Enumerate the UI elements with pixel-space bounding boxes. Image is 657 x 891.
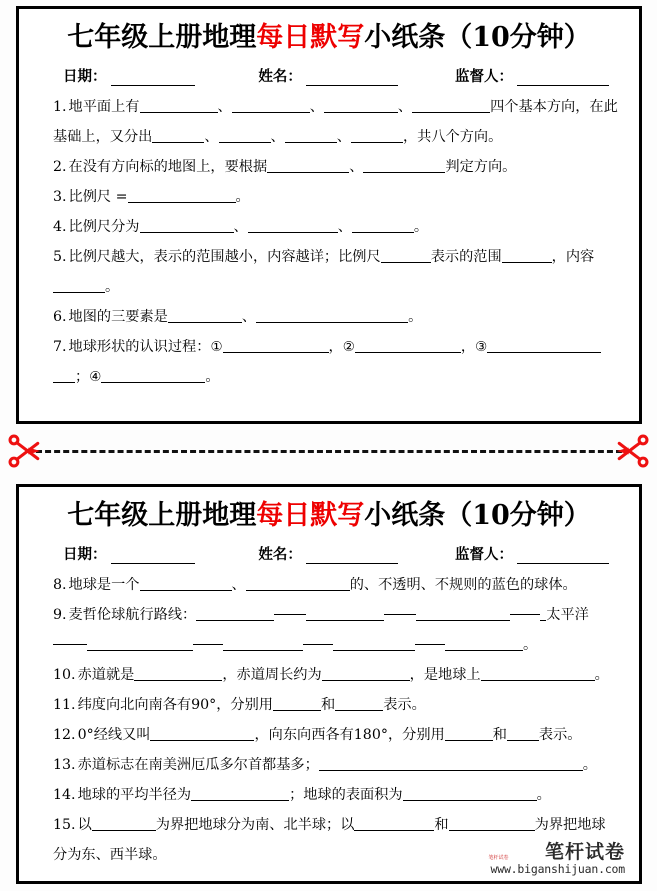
- question-7-marker-2: ②: [342, 338, 355, 355]
- question-9-blank-6[interactable]: [333, 637, 415, 651]
- question-10-text-c: ，是地球上: [409, 666, 481, 683]
- cut-line-divider: [0, 432, 657, 472]
- question-2-blank-1[interactable]: [267, 159, 349, 173]
- name-blank-2[interactable]: [306, 549, 398, 564]
- question-4-text-d: 。: [413, 218, 429, 235]
- question-8: [53, 570, 615, 600]
- question-8-sep-1: 、: [231, 576, 246, 593]
- question-5-blank-3[interactable]: [53, 279, 105, 293]
- date-field-2[interactable]: [63, 543, 195, 564]
- question-1-text-g: ，共八个方向。: [402, 128, 503, 145]
- question-9-dash-2: [384, 605, 416, 615]
- question-7-text-end: 。: [205, 368, 220, 385]
- question-12-text-c: 和: [492, 726, 507, 743]
- name-blank-1[interactable]: [306, 71, 398, 86]
- name-field-1[interactable]: [258, 65, 398, 86]
- page-title-2: [35, 499, 623, 533]
- title-highlight-1: 每日默写: [256, 22, 365, 53]
- question-14-text-b: ；地球的表面积为: [289, 786, 403, 803]
- question-4-sep-2: 、: [337, 218, 352, 235]
- question-1-blank-2[interactable]: [232, 99, 310, 113]
- question-2-number: 2.: [53, 158, 67, 175]
- question-6: [53, 302, 615, 332]
- question-1-text-a: 地平面上有: [68, 98, 140, 115]
- question-10: [53, 660, 615, 690]
- question-12-blank-2[interactable]: [445, 727, 493, 741]
- question-4-blank-3[interactable]: [352, 219, 414, 233]
- name-label-2: 姓名：: [258, 545, 302, 563]
- question-1-sep-2: 、: [309, 98, 324, 115]
- question-9-dash-3: [510, 605, 540, 615]
- question-1-line-2: [53, 122, 615, 152]
- page-title-1: [35, 21, 623, 55]
- question-10-text-b: ，赤道周长约为: [222, 666, 322, 683]
- question-13-text-b: 。: [582, 756, 597, 773]
- question-9-blank-5[interactable]: [223, 637, 303, 651]
- question-15-blank-2[interactable]: [354, 817, 434, 831]
- question-10-text-d: 。: [594, 666, 609, 683]
- question-4-blank-1[interactable]: [140, 219, 234, 233]
- question-1-sep-4: 、: [204, 128, 219, 145]
- question-2-sep-1: 、: [349, 158, 364, 175]
- question-9-dash-1: [274, 605, 306, 615]
- question-1-sep-5: 、: [270, 128, 285, 145]
- question-1-blank-6[interactable]: [219, 129, 271, 143]
- question-15-text-e: 分为东、西半球。: [53, 846, 167, 863]
- scissors-icon: [615, 432, 649, 470]
- question-8-blank-2[interactable]: [246, 577, 350, 591]
- question-13: [53, 750, 615, 780]
- question-5-line-2: [53, 272, 615, 302]
- question-9-text-end: 。: [523, 636, 538, 653]
- title-highlight-2: 每日默写: [256, 500, 365, 531]
- question-12-number: 12.: [53, 726, 76, 743]
- question-7-blank-2[interactable]: [355, 339, 461, 353]
- watermark-url: www.biganshijuan.com: [490, 861, 625, 876]
- question-10-number: 10.: [53, 666, 76, 683]
- question-15-text-a: 以: [77, 816, 92, 833]
- question-14-number: 14.: [53, 786, 76, 803]
- supervisor-field-1[interactable]: [455, 65, 609, 86]
- question-15-blank-3[interactable]: [449, 817, 535, 831]
- question-12-blank-3[interactable]: [507, 727, 539, 741]
- question-9-dash-6: [303, 635, 333, 645]
- question-9-pacific: 太平洋: [546, 606, 589, 623]
- question-11-blank-1[interactable]: [273, 697, 321, 711]
- title-duration-1: （10分钟）: [445, 22, 591, 53]
- question-9-blank-7[interactable]: [445, 637, 523, 651]
- question-15-text-d: 为界把地球: [534, 816, 606, 833]
- date-field-1[interactable]: [63, 65, 195, 86]
- question-1-blank-5[interactable]: [152, 129, 204, 143]
- question-5-blank-1[interactable]: [381, 249, 431, 263]
- name-field-2[interactable]: [258, 543, 398, 564]
- question-5-blank-2[interactable]: [502, 249, 552, 263]
- question-5-line-1: [53, 242, 615, 272]
- question-4: [53, 212, 615, 242]
- meta-row-2: [35, 543, 623, 564]
- question-12-text-d: 表示。: [538, 726, 582, 743]
- question-7-marker-4: ④: [89, 368, 102, 385]
- question-15-blank-1[interactable]: [92, 817, 156, 831]
- question-14-text-a: 地球的平均半径为: [77, 786, 192, 803]
- question-9-blank-1[interactable]: [196, 607, 274, 621]
- question-4-number: 4.: [53, 218, 67, 235]
- question-7-sep-1: ，: [328, 338, 343, 355]
- question-7-blank-3b[interactable]: [53, 369, 75, 383]
- date-label-2: 日期：: [63, 545, 107, 563]
- question-7-blank-3[interactable]: [487, 339, 601, 353]
- question-7-number: 7.: [53, 338, 67, 355]
- question-11-blank-2[interactable]: [335, 697, 383, 711]
- question-7-line-1: [53, 332, 615, 362]
- date-blank-1[interactable]: [111, 71, 195, 86]
- question-2-text-a: 在没有方向标的地图上，要根据: [68, 158, 268, 175]
- question-7-blank-4[interactable]: [101, 369, 205, 383]
- date-blank-2[interactable]: [111, 549, 195, 564]
- question-11-number: 11.: [53, 696, 76, 713]
- question-6-blank-1[interactable]: [168, 309, 242, 323]
- question-3-number: 3.: [53, 188, 67, 205]
- question-3-text-a: 比例尺 =: [68, 188, 128, 205]
- question-10-blank-1[interactable]: [134, 667, 222, 681]
- question-1-sep-1: 、: [217, 98, 232, 115]
- question-10-text-a: 赤道就是: [77, 666, 135, 683]
- question-11-text-a: 纬度向北向南各有90°，分别用: [77, 696, 273, 713]
- question-1-blank-4[interactable]: [412, 99, 490, 113]
- question-13-number: 13.: [53, 756, 76, 773]
- question-3: [53, 182, 615, 212]
- question-3-text-b: 。: [235, 188, 250, 205]
- question-3-blank-1[interactable]: [128, 189, 236, 203]
- question-12-text-a: 0°经线又叫: [77, 726, 151, 743]
- question-4-blank-2[interactable]: [248, 219, 338, 233]
- question-1-text-e: 四个基本方向，在此: [490, 98, 618, 115]
- supervisor-label-1: 监督人：: [455, 67, 513, 85]
- meta-row-1: [35, 65, 623, 86]
- supervisor-blank-1[interactable]: [517, 71, 609, 86]
- question-6-blank-2[interactable]: [256, 309, 408, 323]
- question-11-text-c: 表示。: [383, 696, 426, 713]
- question-14-blank-1[interactable]: [191, 787, 289, 801]
- question-1-line-1: [53, 92, 618, 122]
- question-1-blank-7[interactable]: [285, 129, 337, 143]
- watermark: [488, 841, 625, 876]
- question-5-number: 5.: [53, 248, 67, 265]
- question-6-text-a: 地图的三要素是: [68, 308, 168, 325]
- question-14-text-c: 。: [536, 786, 551, 803]
- question-9-line-2: [53, 630, 615, 660]
- question-1-blank-8[interactable]: [351, 129, 403, 143]
- question-9-blank-3[interactable]: [416, 607, 510, 621]
- question-5-text-a: 比例尺越大，表示的范围越小，内容越详；比例尺: [68, 248, 381, 265]
- question-2-blank-2[interactable]: [363, 159, 445, 173]
- question-10-blank-3[interactable]: [481, 667, 595, 681]
- question-9-number: 9.: [53, 606, 67, 623]
- question-15-text-b: 为界把地球分为南、北半球；以: [155, 816, 355, 833]
- question-11-text-b: 和: [320, 696, 336, 713]
- question-5-text-c: ，内容: [551, 248, 595, 265]
- watermark-badge: 笔杆试卷: [488, 855, 509, 861]
- question-list-2: [35, 570, 623, 870]
- question-12-text-b: ，向东向西各有180°，分别用: [254, 726, 445, 743]
- question-1-blank-1[interactable]: [140, 99, 218, 113]
- question-2-text-c: 判定方向。: [445, 158, 517, 175]
- question-1-sep-6: 、: [336, 128, 351, 145]
- question-9-text-a: 麦哲伦球航行路线：: [68, 606, 197, 623]
- question-1-sep-3: 、: [397, 98, 413, 115]
- question-9-dash-7: [415, 635, 445, 645]
- date-label-1: 日期：: [63, 67, 107, 85]
- supervisor-label-2: 监督人：: [455, 545, 513, 563]
- question-12: [53, 720, 615, 750]
- dashed-cut-line: [36, 450, 622, 453]
- question-13-text-a: 赤道标志在南美洲厄瓜多尔首都基多；: [77, 756, 319, 773]
- question-15-number: 15.: [53, 816, 76, 833]
- name-label-1: 姓名：: [258, 67, 302, 85]
- question-6-number: 6.: [53, 308, 67, 325]
- question-14: [53, 780, 615, 810]
- question-10-blank-2[interactable]: [322, 667, 410, 681]
- question-9-dash-4: [53, 635, 87, 645]
- title-mid-2: 小纸条: [364, 500, 446, 531]
- worksheet-slip-1: [16, 6, 642, 424]
- watermark-name: 笔杆试卷: [544, 841, 625, 863]
- question-13-blank-1[interactable]: [319, 757, 583, 771]
- question-6-text-c: 。: [408, 308, 423, 325]
- scissors-icon: [8, 432, 42, 470]
- question-4-sep-1: 、: [233, 218, 248, 235]
- title-mid-1: 小纸条: [364, 22, 446, 53]
- question-8-number: 8.: [53, 576, 67, 593]
- question-4-text-a: 比例尺分为: [68, 218, 140, 235]
- question-7-text-a: 地球形状的认识过程：: [68, 338, 211, 355]
- question-7-marker-3: ③: [475, 338, 488, 355]
- question-5-text-d: 。: [105, 278, 120, 295]
- question-9-blank-4[interactable]: [87, 637, 193, 651]
- question-list-1: [35, 92, 623, 392]
- question-8-text-c: 的、不透明、不规则的蓝色的球体。: [349, 576, 577, 593]
- title-prefix-1: 七年级上册地理: [67, 22, 257, 53]
- worksheet-slip-2: [16, 484, 642, 884]
- question-1-text-f: 基础上，又分出: [53, 128, 153, 145]
- supervisor-blank-2[interactable]: [517, 549, 609, 564]
- question-7-line-2: [53, 362, 615, 392]
- supervisor-field-2[interactable]: [455, 543, 609, 564]
- question-6-sep-1: 、: [241, 308, 257, 325]
- question-9-dash-5: [193, 635, 223, 645]
- question-9-blank-2[interactable]: [306, 607, 384, 621]
- question-7-sep-2: ，: [460, 338, 476, 355]
- title-duration-2: （10分钟）: [445, 500, 591, 531]
- question-7-sep-3: ；: [75, 368, 90, 385]
- question-9-line-1: [53, 600, 615, 630]
- question-2: [53, 152, 615, 182]
- question-11: [53, 690, 615, 720]
- question-7-marker-1: ①: [210, 338, 223, 355]
- question-15-line-1: [53, 810, 615, 840]
- question-8-blank-1[interactable]: [140, 577, 232, 591]
- question-12-blank-1[interactable]: [150, 727, 254, 741]
- question-1-number: 1.: [53, 98, 67, 115]
- question-7-blank-1[interactable]: [223, 339, 329, 353]
- question-15-text-c: 和: [434, 816, 449, 833]
- question-8-text-a: 地球是一个: [68, 576, 140, 593]
- question-14-blank-2[interactable]: [403, 787, 537, 801]
- title-prefix-2: 七年级上册地理: [67, 500, 257, 531]
- question-1-blank-3[interactable]: [324, 99, 398, 113]
- question-5-text-b: 表示的范围: [430, 248, 502, 265]
